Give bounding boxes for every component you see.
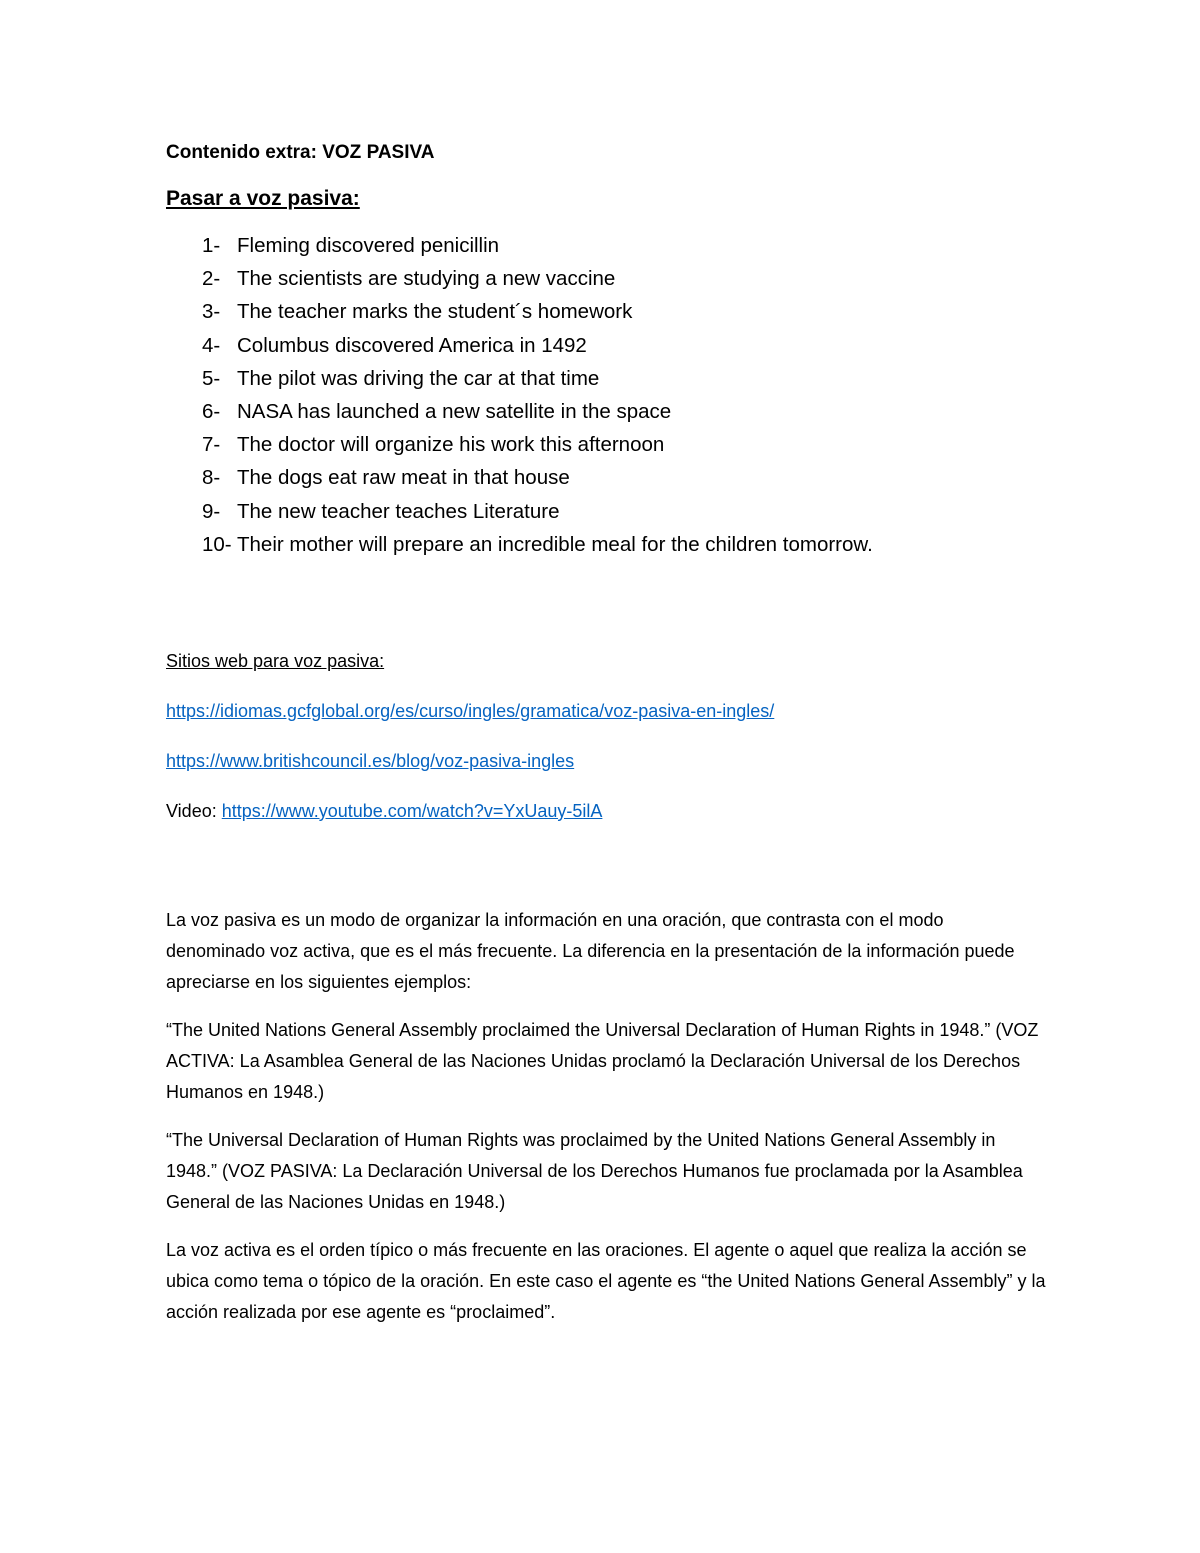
list-item-number: 6- [202,399,221,423]
list-item [166,262,1046,295]
link-line-video [166,797,1046,825]
paragraph-intro: La voz pasiva es un modo de organizar la información en una oración, que contrasta con el modo denominado voz activa, que es el más frecuente. La diferencia en la presentación de la información puede apreciarse en los siguientes ejemplos: [166,909,1015,992]
paragraph-active-example: “The United Nations General Assembly proclaimed the Universal Declaration of Human Rights in 1948.” (VOZ ACTIVA: La Asamblea General de las Naciones Unidas proclamó la Declaración Universal de los Derechos Humanos en 1948.) [166,1019,1039,1102]
list-item-number: 7- [202,433,221,457]
list-item-number: 9- [202,499,221,523]
list-item-number: 5- [202,366,221,390]
list-item-text: The new teacher teaches Literature [237,499,560,523]
list-item-number: 1- [202,234,221,257]
link-line-britishcouncil [166,747,1046,775]
list-item-text: The pilot was driving the car at that time [237,366,600,390]
exercise-heading: Pasar a voz pasiva: [166,187,360,210]
exercise-list [166,229,1046,561]
list-item-text: Fleming discovered penicillin [237,234,500,257]
list-item-number: 4- [202,333,221,357]
list-item-number: 8- [202,466,221,490]
document-page [166,138,1046,1328]
list-item [166,528,1046,561]
youtube-link[interactable]: https://www.youtube.com/watch?v=YxUauy-5ilA [221,800,603,821]
list-item [166,362,1046,395]
list-item-number: 10- [202,532,232,556]
paragraph-passive-example: “The Universal Declaration of Human Rights was proclaimed by the United Nations General Assembly in 1948.” (VOZ PASIVA: La Declaración Universal de los Derechos Humanos fue proclamada por la Asamblea General de las Naciones Unidas en 1948.) [166,1129,1023,1212]
list-item [166,229,1046,262]
britishcouncil-link[interactable]: https://www.britishcouncil.es/blog/voz-pasiva-ingles [166,750,575,771]
list-item [166,295,1046,328]
list-item-number: 2- [202,267,221,291]
list-item-text: The doctor will organize his work this afternoon [237,433,665,457]
list-item [166,395,1046,428]
document-title: Contenido extra: VOZ PASIVA [166,142,435,163]
list-item-text: The dogs eat raw meat in that house [237,466,570,490]
list-item-text: The scientists are studying a new vaccine [237,267,616,291]
list-item [166,495,1046,528]
list-item-text: The teacher marks the student´s homework [237,300,633,324]
list-item-number: 3- [202,300,221,324]
list-item-text: Columbus discovered America in 1492 [237,333,587,357]
paragraph-active-explanation: La voz activa es el orden típico o más frecuente en las oraciones. El agente o aquel que realiza la acción se ubica como tema o tópico de la oración. En este caso el agente es “the United Nations General Assembly” y la acción realizada por ese agente es “proclaimed”. [166,1239,1046,1322]
gcfglobal-link[interactable]: https://idiomas.gcfglobal.org/es/curso/ingles/gramatica/voz-pasiva-en-ingles/ [166,700,775,721]
list-item [166,461,1046,494]
list-item-text: NASA has launched a new satellite in the space [237,399,672,423]
websites-label: Sitios web para voz pasiva: [166,650,385,671]
video-label: Video: [166,800,222,821]
list-item-text: Their mother will prepare an incredible meal for the children tomorrow. [237,532,873,556]
list-item [166,428,1046,461]
link-line-gcfglobal [166,697,1046,725]
list-item [166,329,1046,362]
